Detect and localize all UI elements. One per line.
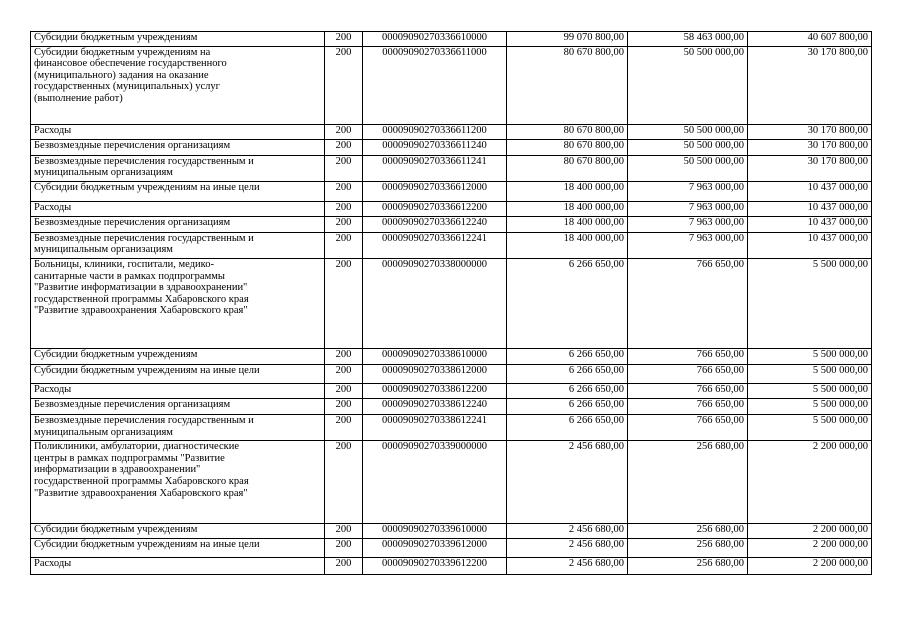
row-name: Безвозмездные перечисления организациям xyxy=(31,139,325,155)
row-assigned: 2 456 680,00 xyxy=(507,558,628,575)
row-code: 200 xyxy=(325,348,363,364)
row-code: 200 xyxy=(325,139,363,155)
row-name: Субсидии бюджетным учреждениям на иные цели xyxy=(31,539,325,558)
row-code: 200 xyxy=(325,155,363,181)
row-assigned: 80 670 800,00 xyxy=(507,139,628,155)
row-code: 200 xyxy=(325,232,363,258)
row-name: Безвозмездные перечисления организациям xyxy=(31,216,325,232)
row-remainder: 2 200 000,00 xyxy=(748,441,872,524)
row-class: 00009090270339000000 xyxy=(363,441,507,524)
row-code: 200 xyxy=(325,124,363,139)
row-class: 00009090270338612200 xyxy=(363,383,507,398)
table-row xyxy=(31,364,872,383)
row-class: 00009090270336611200 xyxy=(363,124,507,139)
row-remainder: 5 500 000,00 xyxy=(748,398,872,414)
row-assigned: 80 670 800,00 xyxy=(507,46,628,124)
row-executed: 50 500 000,00 xyxy=(628,139,748,155)
table-row xyxy=(31,441,872,524)
row-code: 200 xyxy=(325,32,363,47)
row-name: Безвозмездные перечисления государственным и муниципальным организациям xyxy=(31,414,325,440)
row-code: 200 xyxy=(325,201,363,216)
row-assigned: 99 070 800,00 xyxy=(507,32,628,47)
table-row xyxy=(31,155,872,181)
row-remainder: 30 170 800,00 xyxy=(748,46,872,124)
row-code: 200 xyxy=(325,383,363,398)
row-name: Расходы xyxy=(31,124,325,139)
row-assigned: 18 400 000,00 xyxy=(507,201,628,216)
row-name: Субсидии бюджетным учреждениям xyxy=(31,348,325,364)
row-code: 200 xyxy=(325,414,363,440)
row-code: 200 xyxy=(325,216,363,232)
row-name: Расходы xyxy=(31,201,325,216)
row-class: 00009090270336612200 xyxy=(363,201,507,216)
row-executed: 256 680,00 xyxy=(628,524,748,539)
table-row xyxy=(31,216,872,232)
table-body xyxy=(31,32,872,575)
row-assigned: 18 400 000,00 xyxy=(507,216,628,232)
row-assigned: 2 456 680,00 xyxy=(507,441,628,524)
row-class: 00009090270338612240 xyxy=(363,398,507,414)
row-assigned: 18 400 000,00 xyxy=(507,232,628,258)
row-remainder: 10 437 000,00 xyxy=(748,232,872,258)
row-remainder: 10 437 000,00 xyxy=(748,181,872,201)
row-code: 200 xyxy=(325,441,363,524)
table-row xyxy=(31,32,872,47)
row-code: 200 xyxy=(325,398,363,414)
row-class: 00009090270338000000 xyxy=(363,258,507,348)
table-row xyxy=(31,181,872,201)
row-code: 200 xyxy=(325,524,363,539)
row-assigned: 6 266 650,00 xyxy=(507,258,628,348)
row-remainder: 5 500 000,00 xyxy=(748,364,872,383)
row-executed: 256 680,00 xyxy=(628,441,748,524)
row-name: Расходы xyxy=(31,383,325,398)
row-name: Поликлиники, амбулатории, диагностические центры в рамках подпрограммы "Развитие информатизации в здравоохранении" государственной программы Хабаровского края "Развитие здравоохранения Хабаровского края" xyxy=(31,441,325,524)
row-remainder: 40 607 800,00 xyxy=(748,32,872,47)
row-executed: 50 500 000,00 xyxy=(628,155,748,181)
row-name: Безвозмездные перечисления государственным и муниципальным организациям xyxy=(31,232,325,258)
row-code: 200 xyxy=(325,46,363,124)
row-assigned: 6 266 650,00 xyxy=(507,348,628,364)
table-row xyxy=(31,398,872,414)
row-executed: 766 650,00 xyxy=(628,398,748,414)
row-assigned: 80 670 800,00 xyxy=(507,155,628,181)
row-executed: 256 680,00 xyxy=(628,539,748,558)
row-remainder: 5 500 000,00 xyxy=(748,383,872,398)
row-class: 00009090270339612000 xyxy=(363,539,507,558)
row-class: 00009090270336611241 xyxy=(363,155,507,181)
row-name: Безвозмездные перечисления организациям xyxy=(31,398,325,414)
row-assigned: 6 266 650,00 xyxy=(507,414,628,440)
row-name: Субсидии бюджетным учреждениям xyxy=(31,524,325,539)
row-class: 00009090270338612241 xyxy=(363,414,507,440)
table-row xyxy=(31,414,872,440)
table-row xyxy=(31,201,872,216)
row-executed: 256 680,00 xyxy=(628,558,748,575)
row-name: Безвозмездные перечисления государственным и муниципальным организациям xyxy=(31,155,325,181)
table-row xyxy=(31,539,872,558)
row-remainder: 2 200 000,00 xyxy=(748,524,872,539)
row-class: 00009090270336610000 xyxy=(363,32,507,47)
row-class: 00009090270338612000 xyxy=(363,364,507,383)
row-class: 00009090270336611000 xyxy=(363,46,507,124)
table-row xyxy=(31,348,872,364)
row-remainder: 5 500 000,00 xyxy=(748,348,872,364)
row-assigned: 6 266 650,00 xyxy=(507,383,628,398)
budget-table xyxy=(30,31,872,575)
table-row xyxy=(31,232,872,258)
row-executed: 50 500 000,00 xyxy=(628,124,748,139)
row-assigned: 2 456 680,00 xyxy=(507,524,628,539)
row-name: Субсидии бюджетным учреждениям на финансовое обеспечение государственного (муниципального) задания на оказание государственных (муниципальных) услуг (выполнение работ) xyxy=(31,46,325,124)
row-class: 00009090270338610000 xyxy=(363,348,507,364)
table-row xyxy=(31,558,872,575)
row-executed: 766 650,00 xyxy=(628,414,748,440)
row-name: Субсидии бюджетным учреждениям xyxy=(31,32,325,47)
row-executed: 7 963 000,00 xyxy=(628,216,748,232)
row-assigned: 2 456 680,00 xyxy=(507,539,628,558)
row-executed: 766 650,00 xyxy=(628,348,748,364)
row-remainder: 30 170 800,00 xyxy=(748,139,872,155)
row-code: 200 xyxy=(325,364,363,383)
row-remainder: 10 437 000,00 xyxy=(748,201,872,216)
row-remainder: 2 200 000,00 xyxy=(748,558,872,575)
table-row xyxy=(31,524,872,539)
row-code: 200 xyxy=(325,558,363,575)
row-remainder: 2 200 000,00 xyxy=(748,539,872,558)
table-row xyxy=(31,258,872,348)
table-row xyxy=(31,46,872,124)
row-code: 200 xyxy=(325,258,363,348)
row-name: Субсидии бюджетным учреждениям на иные цели xyxy=(31,181,325,201)
row-executed: 766 650,00 xyxy=(628,383,748,398)
row-remainder: 10 437 000,00 xyxy=(748,216,872,232)
table-row xyxy=(31,124,872,139)
row-class: 00009090270336612241 xyxy=(363,232,507,258)
row-class: 00009090270336611240 xyxy=(363,139,507,155)
row-remainder: 5 500 000,00 xyxy=(748,258,872,348)
row-code: 200 xyxy=(325,539,363,558)
row-name: Субсидии бюджетным учреждениям на иные цели xyxy=(31,364,325,383)
row-code: 200 xyxy=(325,181,363,201)
row-executed: 7 963 000,00 xyxy=(628,232,748,258)
row-class: 00009090270336612240 xyxy=(363,216,507,232)
row-class: 00009090270339612200 xyxy=(363,558,507,575)
row-executed: 7 963 000,00 xyxy=(628,181,748,201)
row-remainder: 30 170 800,00 xyxy=(748,155,872,181)
row-assigned: 18 400 000,00 xyxy=(507,181,628,201)
row-executed: 58 463 000,00 xyxy=(628,32,748,47)
row-executed: 766 650,00 xyxy=(628,258,748,348)
row-name: Расходы xyxy=(31,558,325,575)
row-class: 00009090270339610000 xyxy=(363,524,507,539)
row-name: Больницы, клиники, госпитали, медико- санитарные части в рамках подпрограммы "Развитие информатизации в здравоохранении" государственной программы Хабаровского края "Развитие здравоохранения Хабаровского края" xyxy=(31,258,325,348)
row-executed: 50 500 000,00 xyxy=(628,46,748,124)
table-row xyxy=(31,139,872,155)
row-executed: 7 963 000,00 xyxy=(628,201,748,216)
row-remainder: 5 500 000,00 xyxy=(748,414,872,440)
row-assigned: 6 266 650,00 xyxy=(507,398,628,414)
row-assigned: 80 670 800,00 xyxy=(507,124,628,139)
row-executed: 766 650,00 xyxy=(628,364,748,383)
row-remainder: 30 170 800,00 xyxy=(748,124,872,139)
row-class: 00009090270336612000 xyxy=(363,181,507,201)
row-assigned: 6 266 650,00 xyxy=(507,364,628,383)
table-row xyxy=(31,383,872,398)
